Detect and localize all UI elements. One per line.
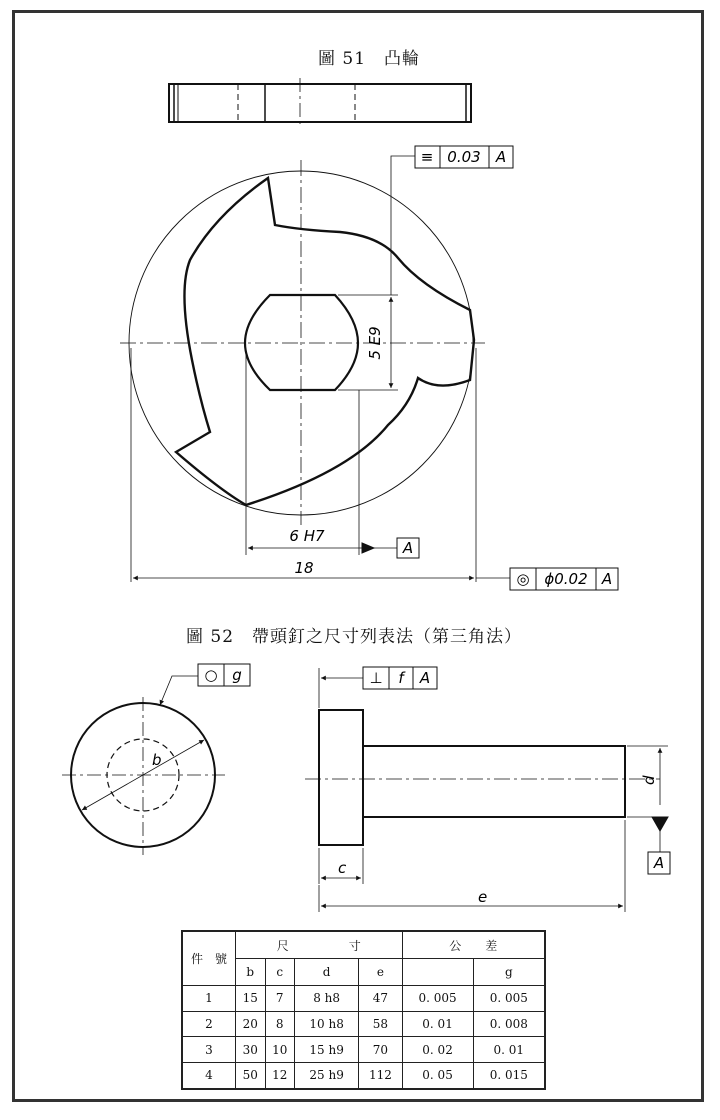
cell: 4	[182, 1062, 236, 1089]
col-d: d	[295, 959, 359, 986]
datum-a-label: A	[402, 539, 414, 557]
cell: 0. 005	[473, 986, 545, 1012]
table-row	[182, 986, 545, 1012]
label-d: d	[640, 775, 658, 785]
hole-dimension: 6 H7	[289, 527, 325, 545]
runout-value: g	[232, 666, 242, 684]
circular-runout-icon: ○	[204, 666, 218, 684]
cell: 1	[182, 986, 236, 1012]
col-g: g	[473, 959, 545, 986]
cell: 50	[236, 1062, 266, 1089]
cell: 2	[182, 1011, 236, 1037]
cell: 0. 005	[402, 986, 473, 1012]
cell: 70	[359, 1037, 402, 1063]
label-e: e	[478, 888, 488, 906]
cell: 0. 015	[473, 1062, 545, 1089]
cam-front-view	[120, 156, 510, 582]
pin-end-view	[62, 676, 225, 855]
concentricity-value: ϕ0.02	[544, 570, 588, 588]
figure-52-caption: 圖 52 帶頭釘之尺寸列表法（第三角法）	[186, 627, 523, 647]
col-f	[402, 959, 473, 986]
cell: 7	[265, 986, 295, 1012]
cell: 0. 008	[473, 1011, 545, 1037]
cell: 58	[359, 1011, 402, 1037]
fig51-annotations	[289, 146, 618, 590]
slot-dimension: 5 E9	[366, 326, 384, 360]
label-c: c	[338, 859, 347, 877]
flatness-datum: A	[495, 148, 507, 166]
dimension-table	[181, 930, 546, 1090]
outer-dimension: 18	[294, 559, 314, 577]
perpendicularity-value: f	[398, 669, 404, 687]
header-dimensions: 尺 寸	[236, 931, 403, 959]
cell: 15 h9	[295, 1037, 359, 1063]
cell: 10 h8	[295, 1011, 359, 1037]
datum-a-label-52: A	[653, 854, 665, 872]
cell: 10	[265, 1037, 295, 1063]
cell: 15	[236, 986, 266, 1012]
cell: 3	[182, 1037, 236, 1063]
cell: 0. 02	[402, 1037, 473, 1063]
col-e: e	[359, 959, 402, 986]
table-row	[182, 1011, 545, 1037]
pin-side-view	[305, 668, 668, 912]
cell: 25 h9	[295, 1062, 359, 1089]
cell: 0. 01	[402, 1011, 473, 1037]
cell: 0. 05	[402, 1062, 473, 1089]
cell: 20	[236, 1011, 266, 1037]
cell: 30	[236, 1037, 266, 1063]
perpendicularity-datum: A	[419, 669, 431, 687]
concentricity-icon: ◎	[516, 570, 530, 588]
cell: 112	[359, 1062, 402, 1089]
flatness-value: 0.03	[447, 148, 481, 166]
table-row	[182, 1062, 545, 1089]
concentricity-datum: A	[601, 570, 613, 588]
col-c: c	[265, 959, 295, 986]
cell: 0. 01	[473, 1037, 545, 1063]
table-row	[182, 1037, 545, 1063]
cell: 47	[359, 986, 402, 1012]
fig52-left-annotations	[152, 664, 250, 769]
header-part-number: 件 號	[182, 931, 236, 986]
cell: 8	[265, 1011, 295, 1037]
cell: 12	[265, 1062, 295, 1089]
perpendicularity-icon: ⊥	[369, 669, 383, 687]
cell: 8 h8	[295, 986, 359, 1012]
symmetry-icon: ≡	[420, 148, 434, 166]
col-b: b	[236, 959, 266, 986]
label-b: b	[152, 751, 162, 769]
header-tolerance: 公 差	[402, 931, 545, 959]
figure-51-caption: 圖 51 凸輪	[318, 49, 421, 69]
fig52-right-annotations	[338, 667, 670, 906]
cam-side-view	[169, 78, 471, 128]
